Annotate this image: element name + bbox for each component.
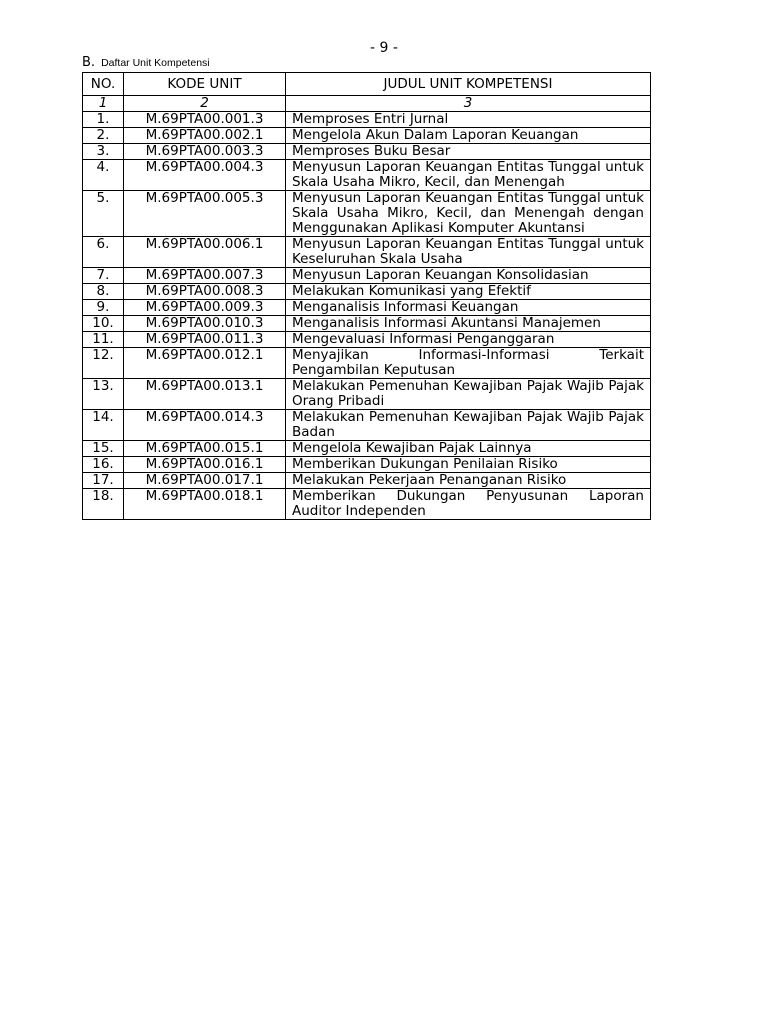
row-number: 1. (83, 112, 124, 128)
unit-title: Mengevaluasi Informasi Penganggaran (286, 332, 651, 348)
table-header-row (83, 73, 651, 96)
row-number: 14. (83, 410, 124, 441)
unit-code: M.69PTA00.010.3 (124, 316, 286, 332)
table-row (83, 160, 651, 191)
table-row (83, 489, 651, 520)
unit-code: M.69PTA00.013.1 (124, 379, 286, 410)
unit-title: Melakukan Komunikasi yang Efektif (286, 284, 651, 300)
unit-code: M.69PTA00.014.3 (124, 410, 286, 441)
table-row (83, 191, 651, 237)
section-heading (82, 55, 210, 70)
unit-title: Memproses Entri Jurnal (286, 112, 651, 128)
table-row (83, 268, 651, 284)
column-index-row (83, 96, 651, 112)
unit-code: M.69PTA00.007.3 (124, 268, 286, 284)
row-number: 9. (83, 300, 124, 316)
unit-title (286, 160, 651, 191)
unit-title: Menganalisis Informasi Akuntansi Manajemen (286, 316, 651, 332)
table-row (83, 410, 651, 441)
unit-title: Melakukan Pemenuhan Kewajiban Pajak Wajib Pajak Orang Pribadi (286, 379, 651, 410)
unit-title: Menyusun Laporan Keuangan Entitas Tunggal untuk Keseluruhan Skala Usaha (286, 237, 651, 268)
row-number: 10. (83, 316, 124, 332)
row-number: 4. (83, 160, 124, 191)
unit-code: M.69PTA00.011.3 (124, 332, 286, 348)
row-number: 13. (83, 379, 124, 410)
section-letter: B. (82, 55, 96, 70)
row-number: 16. (83, 457, 124, 473)
table-row (83, 112, 651, 128)
unit-title: Menyusun Laporan Keuangan Entitas Tunggal untuk Skala Usaha Mikro, Kecil, dan Menengah dengan Menggunakan Aplikasi Komputer Akuntansi (286, 191, 651, 237)
unit-title: Melakukan Pemenuhan Kewajiban Pajak Wajib Pajak Badan (286, 410, 651, 441)
unit-title: Mengelola Akun Dalam Laporan Keuangan (286, 128, 651, 144)
row-number: 15. (83, 441, 124, 457)
section-title: Daftar Unit Kompetensi (101, 57, 210, 69)
header-title: JUDUL UNIT KOMPETENSI (286, 73, 651, 96)
row-number: 11. (83, 332, 124, 348)
unit-code: M.69PTA00.008.3 (124, 284, 286, 300)
row-number: 5. (83, 191, 124, 237)
unit-code: M.69PTA00.009.3 (124, 300, 286, 316)
table-row (83, 473, 651, 489)
table-row (83, 237, 651, 268)
unit-title: Memproses Buku Besar (286, 144, 651, 160)
unit-title: Mengelola Kewajiban Pajak Lainnya (286, 441, 651, 457)
row-number: 8. (83, 284, 124, 300)
row-number: 6. (83, 237, 124, 268)
row-number: 12. (83, 348, 124, 379)
table-row (83, 379, 651, 410)
unit-code: M.69PTA00.003.3 (124, 144, 286, 160)
table-row (83, 300, 651, 316)
index-code: 2 (124, 96, 286, 112)
unit-code: M.69PTA00.018.1 (124, 489, 286, 520)
table-row (83, 332, 651, 348)
row-number: 18. (83, 489, 124, 520)
unit-code: M.69PTA00.004.3 (124, 160, 286, 191)
row-number: 3. (83, 144, 124, 160)
header-code: KODE UNIT (124, 73, 286, 96)
unit-title-text: Menyusun Laporan Keuangan Entitas Tunggal untuk Skala Usaha Mikro, Kecil, dan Menengah (292, 160, 644, 190)
row-number: 2. (83, 128, 124, 144)
unit-code: M.69PTA00.017.1 (124, 473, 286, 489)
table-row (83, 144, 651, 160)
unit-title: Memberikan Dukungan Penilaian Risiko (286, 457, 651, 473)
table-row (83, 457, 651, 473)
competency-unit-table (82, 72, 651, 520)
table-row (83, 348, 651, 379)
page-number: - 9 - (370, 40, 398, 56)
unit-code: M.69PTA00.005.3 (124, 191, 286, 237)
unit-code: M.69PTA00.002.1 (124, 128, 286, 144)
unit-code: M.69PTA00.012.1 (124, 348, 286, 379)
unit-title: Menyajikan Informasi-Informasi Terkait Pengambilan Keputusan (286, 348, 651, 379)
unit-title: Menyusun Laporan Keuangan Konsolidasian (286, 268, 651, 284)
table-row (83, 316, 651, 332)
unit-title: Memberikan Dukungan Penyusunan Laporan Auditor Independen (286, 489, 651, 520)
row-number: 7. (83, 268, 124, 284)
unit-title: Melakukan Pekerjaan Penanganan Risiko (286, 473, 651, 489)
unit-code: M.69PTA00.015.1 (124, 441, 286, 457)
unit-title: Menganalisis Informasi Keuangan (286, 300, 651, 316)
table-row (83, 128, 651, 144)
index-title: 3 (286, 96, 651, 112)
index-no: 1 (83, 96, 124, 112)
table-row (83, 441, 651, 457)
unit-code: M.69PTA00.001.3 (124, 112, 286, 128)
table-row (83, 284, 651, 300)
header-no: NO. (83, 73, 124, 96)
row-number: 17. (83, 473, 124, 489)
unit-code: M.69PTA00.006.1 (124, 237, 286, 268)
unit-code: M.69PTA00.016.1 (124, 457, 286, 473)
